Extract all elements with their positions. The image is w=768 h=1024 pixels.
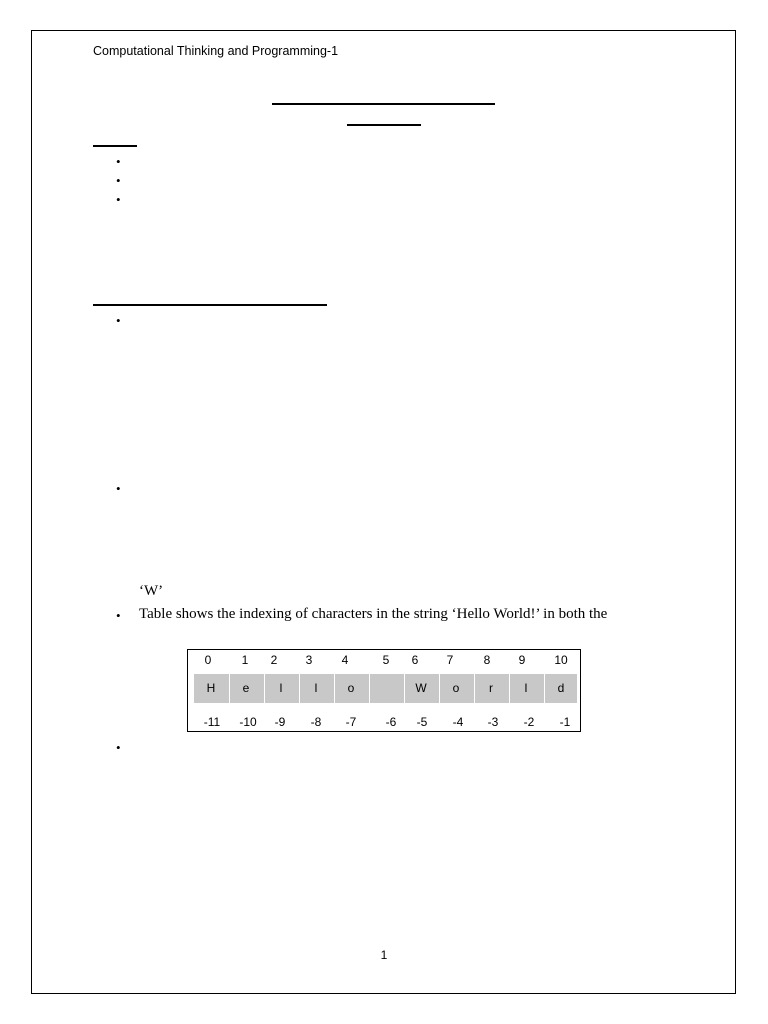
- char-cell: l: [524, 681, 528, 695]
- pos-index: 1: [241, 653, 249, 667]
- negative-index-row: [188, 715, 580, 731]
- neg-index: -5: [416, 715, 428, 729]
- pos-index: 10: [554, 653, 568, 667]
- neg-index: -10: [239, 715, 257, 729]
- bullet-6: •: [116, 608, 121, 623]
- neg-index: -8: [310, 715, 322, 729]
- pos-index: 2: [270, 653, 278, 667]
- char-cell: W: [415, 681, 427, 695]
- subtitle-underline: [347, 124, 421, 126]
- char-cell: H: [206, 681, 216, 695]
- character-row: [188, 681, 580, 697]
- neg-index: -7: [345, 715, 357, 729]
- pos-index: 7: [446, 653, 454, 667]
- neg-index: -4: [452, 715, 464, 729]
- pos-index: 8: [483, 653, 491, 667]
- char-cell: r: [489, 681, 493, 695]
- bullet-4: •: [116, 313, 121, 328]
- indexing-bullet-text: Table shows the indexing of characters in the string ‘Hello World!’ in both the: [139, 606, 608, 622]
- page-number: 1: [380, 948, 388, 962]
- neg-index: -3: [487, 715, 499, 729]
- pos-index: 9: [518, 653, 526, 667]
- section-underline-long: [93, 304, 327, 306]
- bullet-1: •: [116, 154, 121, 169]
- char-cell: o: [347, 681, 355, 695]
- neg-index: -2: [523, 715, 535, 729]
- title-underline: [272, 103, 495, 105]
- bullet-2: •: [116, 173, 121, 188]
- char-cell: e: [242, 681, 250, 695]
- char-cell: l: [279, 681, 283, 695]
- neg-index: -6: [385, 715, 397, 729]
- string-index-table: [187, 649, 581, 732]
- bullet-3: •: [116, 192, 121, 207]
- fragment-w: ‘W’: [139, 583, 164, 599]
- neg-index: -9: [274, 715, 286, 729]
- pos-index: 3: [305, 653, 313, 667]
- bullet-7: •: [116, 740, 121, 755]
- pos-index: 0: [204, 653, 212, 667]
- char-cell: o: [452, 681, 460, 695]
- neg-index: -1: [559, 715, 571, 729]
- bullet-5: •: [116, 481, 121, 496]
- pos-index: 6: [411, 653, 419, 667]
- neg-index: -11: [203, 715, 221, 729]
- char-cell: d: [557, 681, 565, 695]
- page-border: [31, 30, 736, 994]
- char-cell: l: [314, 681, 318, 695]
- section-underline-short: [93, 145, 137, 147]
- positive-index-row: [188, 653, 580, 669]
- page-header: Computational Thinking and Programming-1: [93, 44, 339, 58]
- pos-index: 4: [341, 653, 349, 667]
- pos-index: 5: [382, 653, 390, 667]
